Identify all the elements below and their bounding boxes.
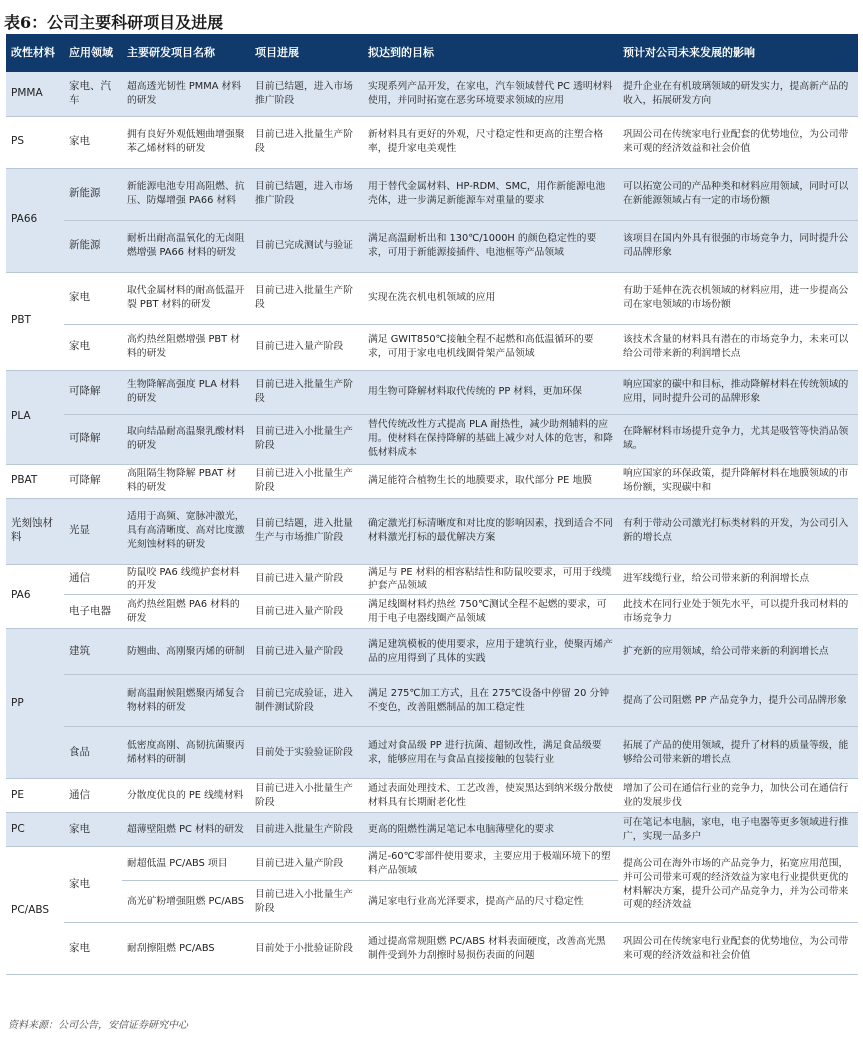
table-header-row [6, 34, 858, 72]
cell-progress: 目前已进入批量生产阶段 [250, 116, 363, 168]
header-goal: 拟达到的目标 [363, 34, 618, 72]
table-row [6, 498, 858, 564]
cell-goal: 满足建筑模板的使用要求，应用于建筑行业，使聚丙烯产品的应用得到了具体的实践 [363, 629, 618, 675]
cell-impact: 提高了公司阻燃 PP 产品竞争力，提升公司品牌形象 [618, 675, 858, 727]
cell-area: 可降解 [64, 464, 122, 498]
cell-goal: 满足线圈材料灼热丝 750℃测试全程不起燃的要求，可用于电子电器线圈产品领域 [363, 595, 618, 629]
cell-area: 建筑 [64, 629, 122, 675]
cell-impact: 巩固公司在传统家电行业配套的优势地位，为公司带来可观的经济效益和社会价值 [618, 116, 858, 168]
cell-area: 家电 [64, 847, 122, 923]
table-row [6, 675, 858, 727]
source-note: 资料来源：公司公告，安信证券研究中心 [8, 1020, 188, 1031]
table-row [6, 847, 858, 881]
cell-goal: 新材料具有更好的外观，尺寸稳定性和更高的注塑合格率，提升家电美观性 [363, 116, 618, 168]
cell-goal: 替代传统改性方式提高 PLA 耐热性，减少助剂辅料的应用。使材料在保持降解的基础上减少对人体的危害，和降低材料成本 [363, 414, 618, 464]
cell-goal: 更高的阻燃性满足笔记本电脑薄壁化的要求 [363, 813, 618, 847]
table-row [6, 272, 858, 324]
cell-area: 家电 [64, 116, 122, 168]
cell-impact: 增加了公司在通信行业的竞争力，加快公司在通信行业的发展步伐 [618, 779, 858, 813]
cell-material: PA66 [6, 168, 64, 272]
header-material: 改性材料 [6, 34, 64, 72]
cell-project: 低密度高刚、高韧抗菌聚丙烯材料的研制 [122, 727, 250, 779]
table-row [6, 116, 858, 168]
cell-impact: 此技术在同行业处于领先水平，可以提升我司材料的市场竞争力 [618, 595, 858, 629]
table-row [6, 464, 858, 498]
cell-impact: 可以拓宽公司的产品种类和材料应用领域，同时可以在新能源领域占有一定的市场份额 [618, 168, 858, 220]
cell-project: 取代金属材料的耐高低温开裂 PBT 材料的研发 [122, 272, 250, 324]
cell-progress: 目前已进入小批量生产阶段 [250, 881, 363, 923]
header-area: 应用领域 [64, 34, 122, 72]
cell-impact: 提升企业在有机玻璃领域的研发实力，提高新产品的收入，拓展研发方向 [618, 72, 858, 116]
cell-impact: 巩固公司在传统家电行业配套的优势地位，为公司带来可观的经济效益和社会价值 [618, 923, 858, 975]
cell-area: 食品 [64, 727, 122, 779]
table-row [6, 324, 858, 370]
cell-impact: 拓展了产品的使用领域，提升了材料的质量等级，能够给公司带来新的增长点 [618, 727, 858, 779]
table-row [6, 168, 858, 220]
cell-impact: 响应国家的环保政策，提升降解材料在地膜领域的市场份额，实现碳中和 [618, 464, 858, 498]
cell-progress: 目前处于实验验证阶段 [250, 727, 363, 779]
table-title: 表6：公司主要科研项目及进展 [4, 13, 224, 32]
cell-progress: 目前已完成测试与验证 [250, 220, 363, 272]
cell-project: 分散度优良的 PE 线缆材料 [122, 779, 250, 813]
cell-goal: 用于替代金属材料、HP-RDM、SMC，用作新能源电池壳体，进一步满足新能源车对重量的要求 [363, 168, 618, 220]
cell-area: 通信 [64, 779, 122, 813]
cell-project: 拥有良好外观低翘曲增强聚苯乙烯材料的研发 [122, 116, 250, 168]
cell-material: PS [6, 116, 64, 168]
cell-project: 生物降解高强度 PLA 材料的研发 [122, 370, 250, 414]
cell-project: 高灼热丝阻燃 PA6 材料的研发 [122, 595, 250, 629]
cell-impact: 有利于带动公司激光打标类材料的开发，为公司引入新的增长点 [618, 498, 858, 564]
cell-area: 家电 [64, 272, 122, 324]
cell-project: 耐高温耐候阻燃聚丙烯复合物材料的研发 [122, 675, 250, 727]
cell-project: 超高透光韧性 PMMA 材料的研发 [122, 72, 250, 116]
cell-progress: 目前已结题，进入批量生产与市场推广阶段 [250, 498, 363, 564]
cell-area: 光显 [64, 498, 122, 564]
header-project: 主要研发项目名称 [122, 34, 250, 72]
cell-area: 通信 [64, 564, 122, 595]
table-row [6, 727, 858, 779]
cell-progress: 目前已进入量产阶段 [250, 564, 363, 595]
cell-impact: 进军线缆行业，给公司带来新的利润增长点 [618, 564, 858, 595]
cell-material: PBT [6, 272, 64, 370]
cell-area: 家电 [64, 923, 122, 975]
table-row [6, 595, 858, 629]
cell-impact: 该技术含量的材料具有潜在的市场竞争力，未来可以给公司带来新的利润增长点 [618, 324, 858, 370]
cell-impact: 响应国家的碳中和目标，推动降解材料在传统领域的应用，同时提升公司的品牌形象 [618, 370, 858, 414]
cell-goal: 通过提高常规阻燃 PC/ABS 材料表面硬度，改善高光黑制件受到外力刮擦时易损伤表面的问题 [363, 923, 618, 975]
cell-progress: 目前处于小批验证阶段 [250, 923, 363, 975]
cell-goal: 满足 275℃加工方式，且在 275℃设备中停留 20 分钟不变色，改善阻燃制品的加工稳定性 [363, 675, 618, 727]
cell-project: 耐超低温 PC/ABS 项目 [122, 847, 250, 881]
cell-goal: 实现在洗衣机电机领域的应用 [363, 272, 618, 324]
cell-material: PC/ABS [6, 847, 64, 975]
cell-material: PC [6, 813, 64, 847]
cell-goal: 满足-60℃零部件使用要求，主要应用于极端环境下的塑料产品领域 [363, 847, 618, 881]
cell-material: PLA [6, 370, 64, 464]
table-row [6, 414, 858, 464]
cell-progress: 目前已进入量产阶段 [250, 847, 363, 881]
cell-impact: 在降解材料市场提升竞争力，尤其是吸管等快消品领域。 [618, 414, 858, 464]
cell-impact: 可在笔记本电脑，家电，电子电器等更多领域进行推广，实现一品多户 [618, 813, 858, 847]
cell-goal: 满足高温耐析出和 130℃/1000H 的颜色稳定性的要求，可用于新能源接插件、电池框等产品领域 [363, 220, 618, 272]
cell-area: 家电、汽车 [64, 72, 122, 116]
cell-progress: 目前已进入批量生产阶段 [250, 272, 363, 324]
cell-area: 新能源 [64, 220, 122, 272]
cell-project: 耐刮擦阻燃 PC/ABS [122, 923, 250, 975]
cell-goal: 通过表面处理技术、工艺改善，使炭黑达到纳米级分散使材料具有长期耐老化性 [363, 779, 618, 813]
cell-material: PP [6, 629, 64, 779]
cell-progress: 目前已进入小批量生产阶段 [250, 779, 363, 813]
cell-project: 高阻隔生物降解 PBAT 材料的研发 [122, 464, 250, 498]
table-row [6, 629, 858, 675]
cell-project: 取向结晶耐高温聚乳酸材料的研发 [122, 414, 250, 464]
cell-material: PMMA [6, 72, 64, 116]
cell-area: 可降解 [64, 414, 122, 464]
table-row [6, 220, 858, 272]
cell-project: 适用于高频、宽脉冲激光，具有高清晰度、高对比度激光刻蚀材料的研发 [122, 498, 250, 564]
header-progress: 项目进展 [250, 34, 363, 72]
cell-material: PBAT [6, 464, 64, 498]
cell-progress: 目前已完成验证，进入制件测试阶段 [250, 675, 363, 727]
cell-progress: 目前已进入小批量生产阶段 [250, 464, 363, 498]
cell-goal: 确定激光打标清晰度和对比度的影响因素，找到适合不同材料激光打标的最优解决方案 [363, 498, 618, 564]
cell-area [64, 675, 122, 727]
cell-project: 防翘曲、高刚聚丙烯的研制 [122, 629, 250, 675]
cell-material: PE [6, 779, 64, 813]
table-row [6, 564, 858, 595]
cell-goal: 用生物可降解材料取代传统的 PP 材料，更加环保 [363, 370, 618, 414]
cell-goal: 满足 GWIT850℃接触全程不起燃和高低温循环的要求，可用于家电电机线圈骨架产品领域 [363, 324, 618, 370]
cell-goal: 满足与 PE 材料的相容粘结性和防鼠咬要求，可用于线缆护套产品领域 [363, 564, 618, 595]
cell-progress: 目前进入批量生产阶段 [250, 813, 363, 847]
cell-project: 防鼠咬 PA6 线缆护套材料的开发 [122, 564, 250, 595]
cell-progress: 目前已进入量产阶段 [250, 324, 363, 370]
cell-impact: 有助于延伸在洗衣机领域的材料应用，进一步提高公司在家电领域的市场份额 [618, 272, 858, 324]
cell-project: 新能源电池专用高阻燃、抗压、防爆增强 PA66 材料 [122, 168, 250, 220]
cell-project: 超薄壁阻燃 PC 材料的研发 [122, 813, 250, 847]
table-row [6, 923, 858, 975]
cell-progress: 目前已进入量产阶段 [250, 595, 363, 629]
cell-area: 家电 [64, 324, 122, 370]
cell-progress: 目前已结题，进入市场推广阶段 [250, 168, 363, 220]
table-row [6, 813, 858, 847]
cell-project: 高灼热丝阻燃增强 PBT 材料的研发 [122, 324, 250, 370]
cell-area: 家电 [64, 813, 122, 847]
cell-impact: 扩充新的应用领域，给公司带来新的利润增长点 [618, 629, 858, 675]
cell-area: 电子电器 [64, 595, 122, 629]
cell-progress: 目前已结题，进入市场推广阶段 [250, 72, 363, 116]
cell-impact: 提高公司在海外市场的产品竞争力，拓宽应用范围，并可公司带来可观的经济效益为家电行业提供更优的材料解决方案，提升公司产品竞争力，并为公司带来可观的经济效益 [618, 847, 858, 923]
cell-progress: 目前已进入量产阶段 [250, 629, 363, 675]
cell-area: 可降解 [64, 370, 122, 414]
cell-progress: 目前已进入小批量生产阶段 [250, 414, 363, 464]
table-row [6, 779, 858, 813]
cell-project: 耐析出耐高温氧化的无卤阻燃增强 PA66 材料的研发 [122, 220, 250, 272]
cell-goal: 满足家电行业高光泽要求，提高产品的尺寸稳定性 [363, 881, 618, 923]
cell-progress: 目前已进入批量生产阶段 [250, 370, 363, 414]
cell-goal: 通过对食品级 PP 进行抗菌、超韧改性，满足食品级要求，能够应用在与食品直接接触的包装行业 [363, 727, 618, 779]
cell-goal: 满足能符合植物生长的地膜要求，取代部分 PE 地膜 [363, 464, 618, 498]
table-row [6, 370, 858, 414]
cell-area: 新能源 [64, 168, 122, 220]
research-projects-table [6, 34, 858, 975]
cell-goal: 实现系列产品开发，在家电，汽车领域替代 PC 透明材料使用，并同时拓宽在恶劣环境要求领域的应用 [363, 72, 618, 116]
cell-impact: 该项目在国内外具有很强的市场竞争力，同时提升公司品牌形象 [618, 220, 858, 272]
header-impact: 预计对公司未来发展的影响 [618, 34, 858, 72]
cell-project: 高光矿粉增强阻燃 PC/ABS [122, 881, 250, 923]
cell-material: 光刻蚀材料 [6, 498, 64, 564]
table-row [6, 72, 858, 116]
cell-material: PA6 [6, 564, 64, 629]
